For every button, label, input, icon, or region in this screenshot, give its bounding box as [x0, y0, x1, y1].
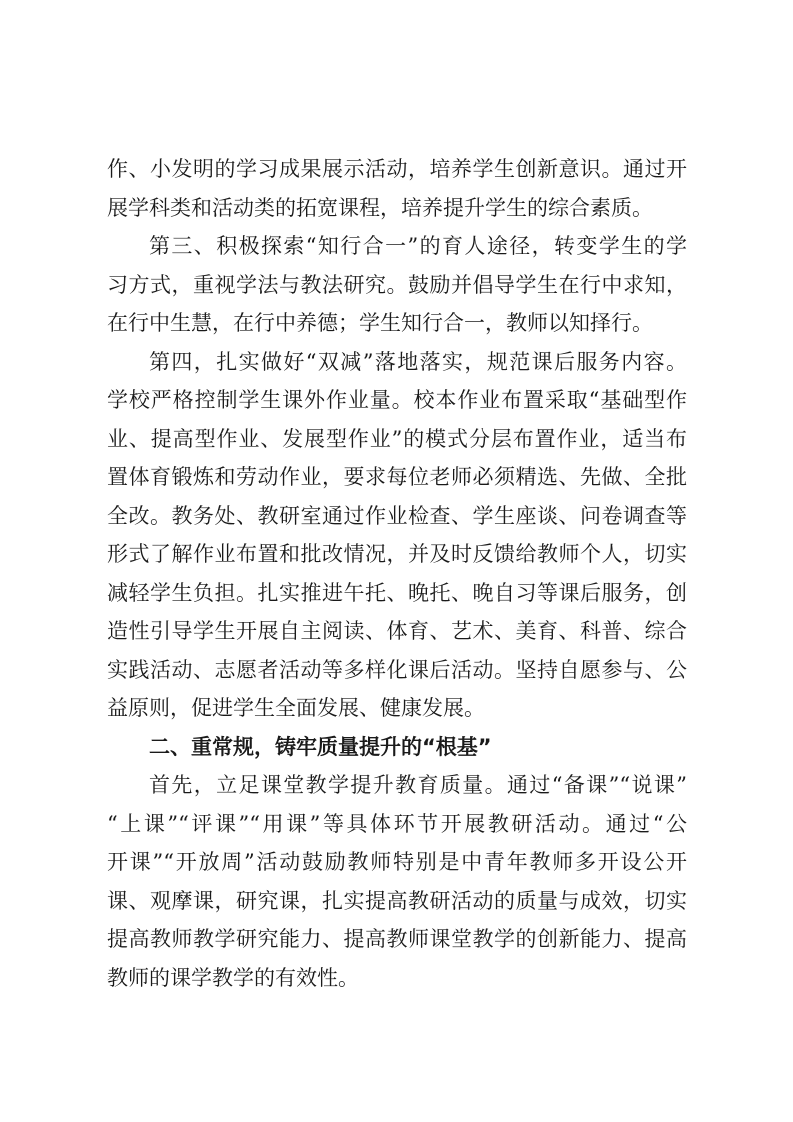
text-line: 形式了解作业布置和批改情况，并及时反馈给教师个人，切实: [107, 542, 687, 566]
text-line: 展学科类和活动类的拓宽课程，培养提升学生的综合素质。: [107, 195, 653, 220]
text-line: 提高教师教学研究能力、提高教师课堂教学的创新能力、提高: [107, 927, 687, 951]
text-line: 置体育锻炼和劳动作业，要求每位老师必须精选、先做、全批: [107, 465, 687, 489]
text-line: “上课”“评课”“用课”等具体环节开展教研活动。通过“公: [107, 811, 687, 836]
text-line: 全改。教务处、教研室通过作业检查、学生座谈、问卷调查等: [107, 503, 687, 528]
text-line: 减轻学生负担。扎实推进午托、晚托、晚自习等课后服务，创: [107, 580, 687, 605]
text-line: 益原则，促进学生全面发展、健康发展。: [107, 696, 485, 720]
text-line: 在行中生慧，在行中养德；学生知行合一，教师以知择行。: [107, 311, 653, 335]
text-line: 开课”“开放周”活动鼓励教师特别是中青年教师多开设公开: [107, 850, 687, 874]
text-line: 第三、积极探索“知行合一”的育人途径，转变学生的学: [149, 234, 687, 258]
text-line: 课、观摩课，研究课，扎实提高教研活动的质量与成效，切实: [107, 888, 687, 913]
section-heading: 二、重常规，铸牢质量提升的“根基”: [149, 734, 492, 759]
text-line: 作、小发明的学习成果展示活动，培养学生创新意识。通过开: [107, 157, 687, 181]
text-line: 业、提高型作业、发展型作业”的模式分层布置作业，适当布: [107, 426, 687, 451]
document-page: [107, 150, 687, 997]
text-line: 实践活动、志愿者活动等多样化课后活动。坚持自愿参与、公: [107, 657, 687, 682]
text-line: 造性引导学生开展自主阅读、体育、艺术、美育、科普、综合: [107, 619, 687, 643]
text-line: 第四，扎实做好“双减”落地落实，规范课后服务内容。: [149, 349, 687, 374]
text-line: 首先，立足课堂教学提升教育质量。通过“备课”“说课”: [149, 773, 687, 797]
text-line: 教师的课学教学的有效性。: [107, 965, 359, 990]
text-line: 学校严格控制学生课外作业量。校本作业布置采取“基础型作: [107, 388, 687, 412]
text-line: 习方式，重视学法与教法研究。鼓励并倡导学生在行中求知，: [107, 272, 687, 297]
